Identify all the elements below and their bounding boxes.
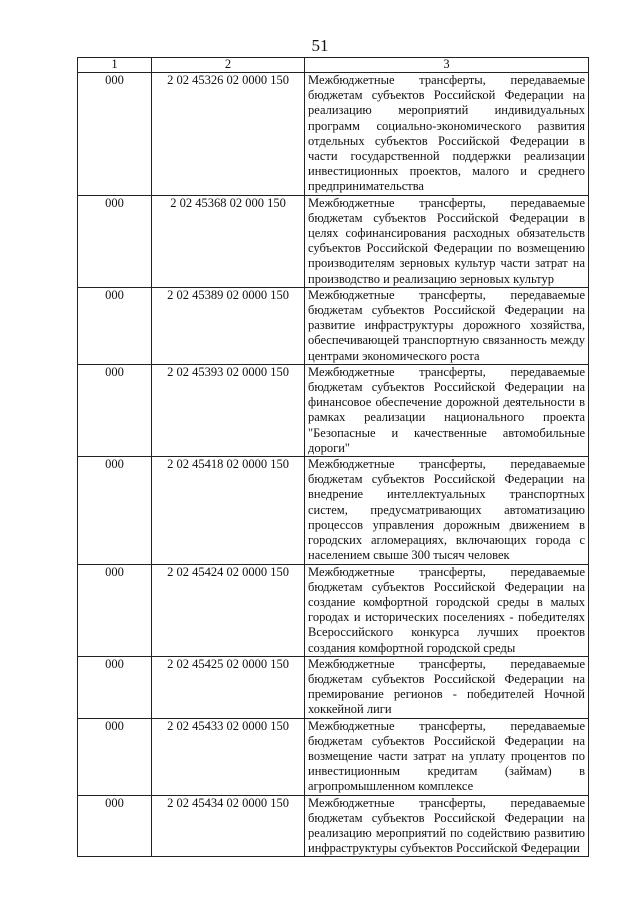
admin-code-cell: 000 bbox=[78, 457, 152, 564]
column-header-3: 3 bbox=[305, 58, 589, 73]
kbk-code-cell: 2 02 45389 02 0000 150 bbox=[152, 287, 305, 364]
table-row bbox=[78, 656, 589, 718]
description-cell: Межбюджетные трансферты, передаваемые бюджетам субъектов Российской Федерации на финансовое обеспечение дорожной деятельности в рамках реализации национального проекта "Безопасные и качественные автомобильные дороги" bbox=[305, 364, 589, 456]
page-number: 51 bbox=[311, 36, 329, 55]
admin-code-cell: 000 bbox=[78, 73, 152, 196]
description-cell: Межбюджетные трансферты, передаваемые бюджетам субъектов Российской Федерации на возмещение части затрат на уплату процентов по инвестиционным кредитам (займам) в агропромышленном комплексе bbox=[305, 718, 589, 795]
kbk-code-cell: 2 02 45393 02 0000 150 bbox=[152, 364, 305, 456]
kbk-code-cell: 2 02 45433 02 0000 150 bbox=[152, 718, 305, 795]
kbk-code-cell: 2 02 45418 02 0000 150 bbox=[152, 457, 305, 564]
admin-code-cell: 000 bbox=[78, 287, 152, 364]
admin-code-cell: 000 bbox=[78, 364, 152, 456]
kbk-code-cell: 2 02 45368 02 000 150 bbox=[152, 195, 305, 287]
column-header-1: 1 bbox=[78, 58, 152, 73]
kbk-code-cell: 2 02 45424 02 0000 150 bbox=[152, 564, 305, 656]
table-row bbox=[78, 564, 589, 656]
description-cell: Межбюджетные трансферты, передаваемые бюджетам субъектов Российской Федерации на премирование регионов - победителей Ночной хоккейной лиги bbox=[305, 656, 589, 718]
table-row bbox=[78, 457, 589, 564]
description-cell: Межбюджетные трансферты, передаваемые бюджетам субъектов Российской Федерации на создание комфортной городской среды в малых городах и исторических поселениях - победителях Всероссийского конкурса лучших проектов создания комфортной городской среды bbox=[305, 564, 589, 656]
description-cell: Межбюджетные трансферты, передаваемые бюджетам субъектов Российской Федерации в целях софинансирования расходных обязательств субъектов Российской Федерации по возмещению производителям зерновых культур части затрат на производство и реализацию зерновых культур bbox=[305, 195, 589, 287]
kbk-code-cell: 2 02 45434 02 0000 150 bbox=[152, 795, 305, 857]
budget-classification-table bbox=[77, 57, 589, 857]
kbk-code-cell: 2 02 45425 02 0000 150 bbox=[152, 656, 305, 718]
table-row bbox=[78, 195, 589, 287]
description-cell: Межбюджетные трансферты, передаваемые бюджетам субъектов Российской Федерации на внедрение интеллектуальных транспортных систем, предусматривающих автоматизацию процессов управления дорожным движением в городских агломерациях, включающих города с населением свыше 300 тысяч человек bbox=[305, 457, 589, 564]
description-cell: Межбюджетные трансферты, передаваемые бюджетам субъектов Российской Федерации на реализацию мероприятий индивидуальных программ социально-экономического развития отдельных субъектов Российской Федерации в части государственной поддержки реализации инвестиционных проектов, малого и среднего предпринимательства bbox=[305, 73, 589, 196]
column-header-2: 2 bbox=[152, 58, 305, 73]
kbk-code-cell: 2 02 45326 02 0000 150 bbox=[152, 73, 305, 196]
admin-code-cell: 000 bbox=[78, 718, 152, 795]
table-row bbox=[78, 73, 589, 196]
admin-code-cell: 000 bbox=[78, 656, 152, 718]
admin-code-cell: 000 bbox=[78, 195, 152, 287]
table-row bbox=[78, 795, 589, 857]
admin-code-cell: 000 bbox=[78, 564, 152, 656]
admin-code-cell: 000 bbox=[78, 795, 152, 857]
table-row bbox=[78, 364, 589, 456]
description-cell: Межбюджетные трансферты, передаваемые бюджетам субъектов Российской Федерации на развитие инфраструктуры дорожного хозяйства, обеспечивающей транспортную связанность между центрами экономического роста bbox=[305, 287, 589, 364]
table-row bbox=[78, 287, 589, 364]
table-row bbox=[78, 718, 589, 795]
description-cell: Межбюджетные трансферты, передаваемые бюджетам субъектов Российской Федерации на реализацию мероприятий по содействию развитию инфраструктуры субъектов Российской Федерации bbox=[305, 795, 589, 857]
table-header-row bbox=[78, 58, 589, 73]
